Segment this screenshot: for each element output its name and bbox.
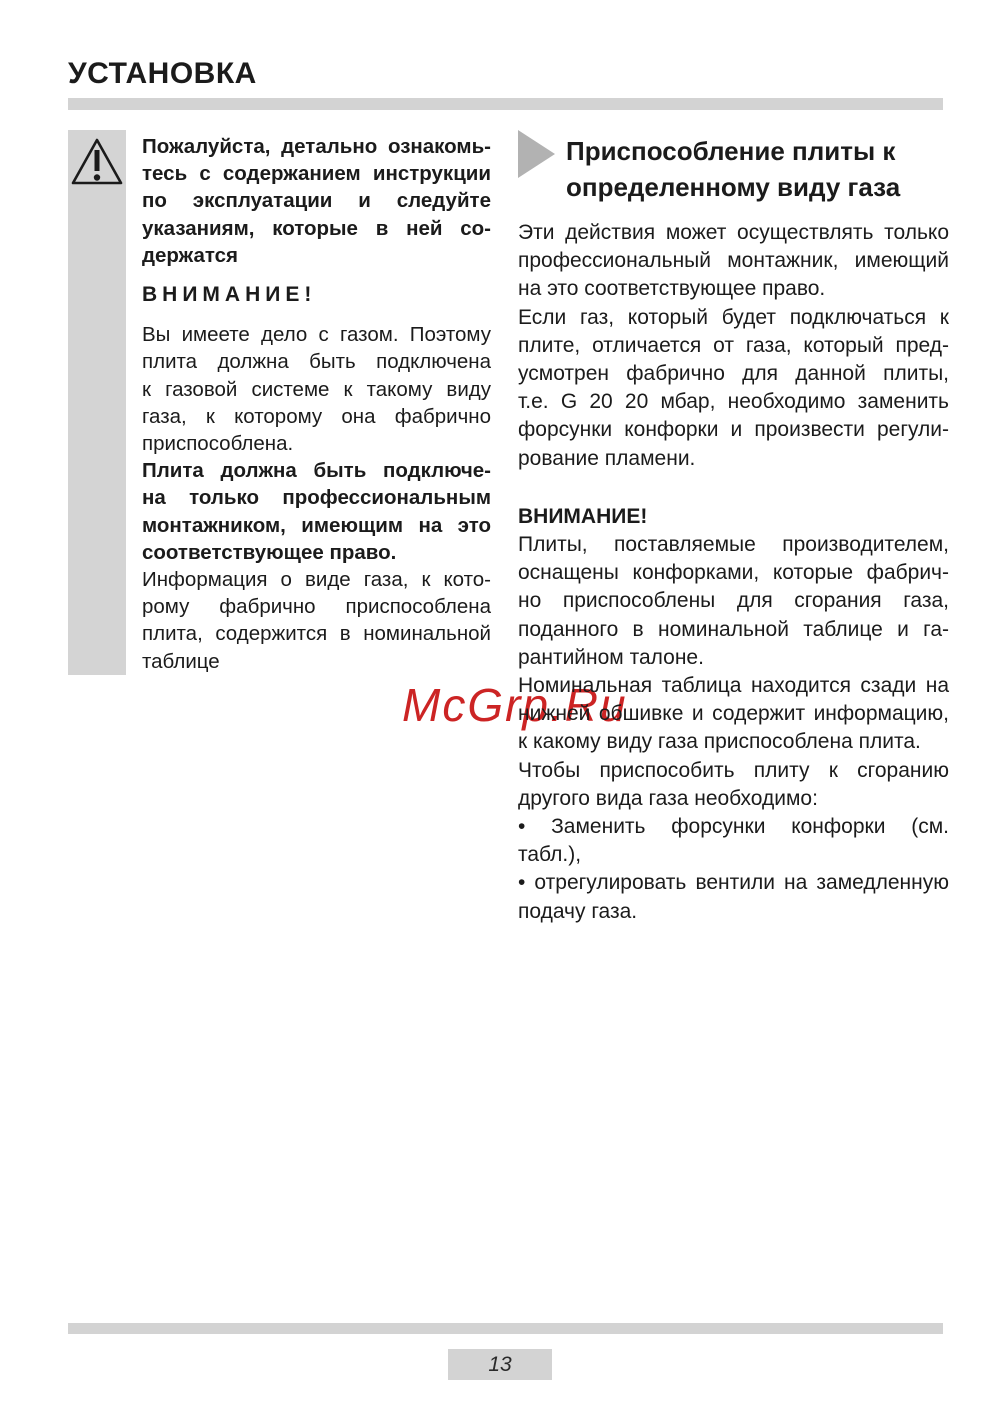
gas-type-info-paragraph: Информация о виде газа, к кото- рому фабрично приспособлена плита, содержится в номинальной таблице (142, 568, 491, 673)
adapt-paragraph: Чтобы приспособить плиту к сгоранию другого вида газа необходимо: (518, 758, 949, 810)
title-divider-bar (68, 98, 943, 110)
right-column (518, 219, 949, 926)
footer-divider-bar (68, 1323, 943, 1334)
intro-paragraph: Пожалуйста, детально ознакомь- тесь с содержанием инструкции по эксплуатации и следуйте указаниям, которые в ней со- держатся (142, 135, 491, 267)
gas-difference-paragraph: Если газ, который будет подключаться к плите, отличается от газа, который пред- усмотрен фабрично для данной плиты, т.е. G 20 20 мбар, необходимо заменить форсунки конфорки и произвести регули- рование пламени. (518, 305, 949, 470)
watermark-text: McGrp.Ru (402, 679, 628, 731)
page-number: 13 (488, 1352, 512, 1376)
gas-warning-paragraph: Вы имеете дело с газом. Поэтому плита должна быть подключена к газовой системе к такому виду газа, к которому она фабрично приспособлена. (142, 323, 491, 456)
attention-heading-right: ВНИМАНИЕ! (518, 504, 648, 528)
warning-triangle-icon (70, 136, 124, 188)
burners-paragraph: Плиты, поставляемые производителем, оснащены конфорками, которые фабрич- но приспособлены для сгорания газа, поданного в номинальной таблице и га- рантийном талоне. (518, 533, 949, 669)
actions-paragraph: Эти действия может осуществлять только профессиональный монтажник, имеющий на это соответствующее право. (518, 221, 949, 301)
attention-heading-left: ВНИМАНИЕ! (142, 283, 317, 307)
warning-sidebar-band (68, 130, 126, 675)
bullet-replace-nozzles: • Заменить форсунки конфорки (см. табл.), (518, 815, 949, 867)
right-triangle-icon (518, 130, 555, 178)
rating-plate-paragraph: Номинальная таблица находится сзади на нижней обшивке и содержит информацию, к какому виду газа приспособлена плита. (518, 674, 949, 754)
page-number-box (448, 1349, 552, 1380)
page-title: УСТАНОВКА (68, 57, 257, 90)
professional-installer-paragraph: Плита должна быть подключе- на только профессиональным монтажником, имеющим на это соответствующее право. (142, 459, 491, 564)
left-column (142, 133, 491, 675)
section-heading: Приспособление плиты к определенному виду газа (566, 136, 901, 202)
bullet-adjust-valves: • отрегулировать вентили на замедленную подачу газа. (518, 871, 949, 923)
